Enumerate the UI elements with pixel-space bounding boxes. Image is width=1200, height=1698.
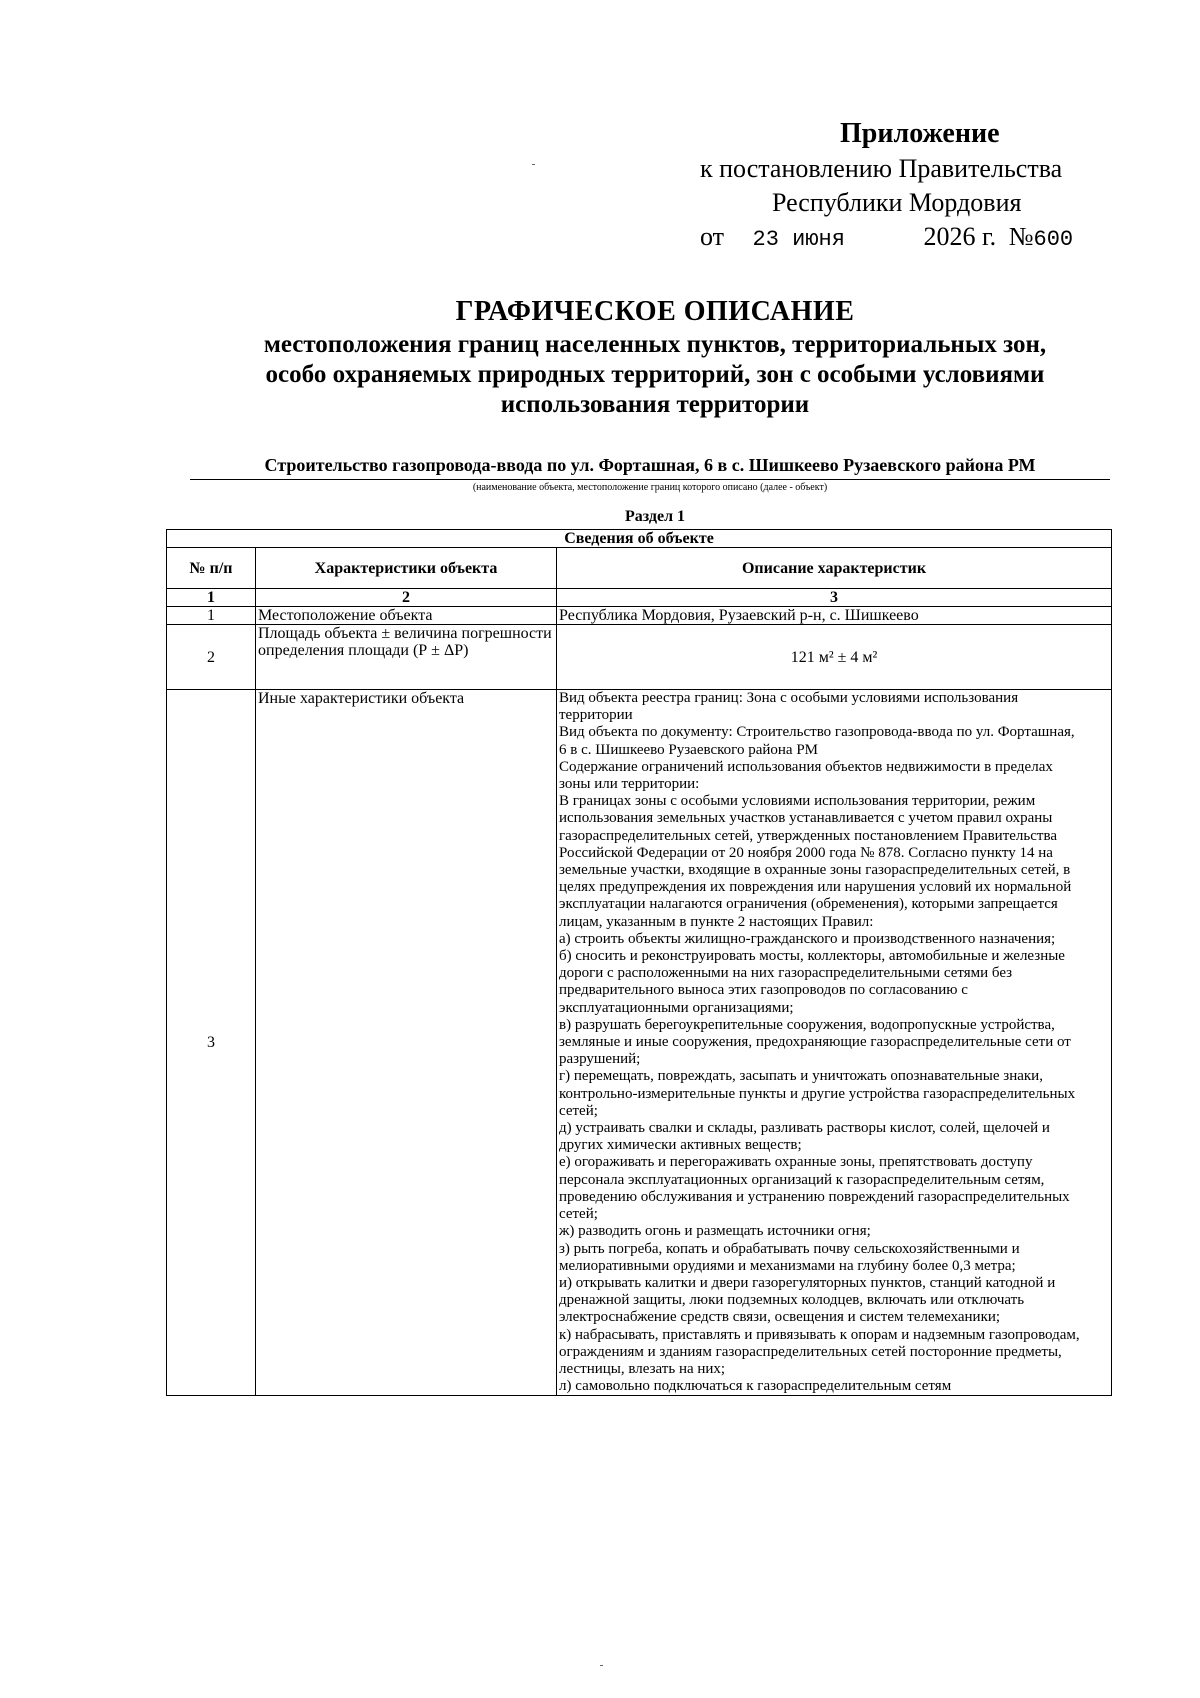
restriction-line: предварительного выноса этих газопроводов по согласованию с: [559, 982, 968, 999]
object-name: Строительство газопровода-ввода по ул. Форташная, 6 в с. Шишкеево Рузаевского района РМ: [190, 455, 1110, 480]
restriction-line: электроснабжение средств связи, освещения и систем телемеханики;: [559, 1309, 1001, 1326]
table-row: [167, 607, 1112, 625]
restriction-line: Российской Федерации от 20 ноября 2000 года № 878. Согласно пункту 14 на: [559, 844, 1053, 861]
annex-from-label: от: [700, 222, 725, 251]
table-header-row: [167, 548, 1112, 589]
annex-year: 2026 г.: [923, 222, 997, 251]
header-characteristics: Характеристики объекта: [256, 548, 557, 589]
row-name: Иные характеристики объекта: [256, 690, 557, 1396]
annex-number: 600: [1033, 227, 1074, 252]
restriction-line: а) строить объекты жилищно-гражданского и производственного назначения;: [559, 930, 1056, 947]
restriction-line: проведению обслуживания и устранению повреждений газораспределительных: [559, 1188, 1070, 1205]
restriction-line: сетей;: [559, 1102, 598, 1119]
annex-date: 23 июня: [752, 227, 845, 252]
scan-speck: [532, 164, 535, 165]
row-number: 3: [167, 690, 256, 1396]
restriction-line: дренажной защиты, люки подземных колодцев, включать или отключать: [559, 1292, 1025, 1309]
row-number: 2: [167, 625, 256, 690]
annex-number-sign: №: [1008, 222, 1034, 251]
section-title: Раздел 1: [624, 508, 686, 525]
row-value: Республика Мордовия, Рузаевский р-н, с. Шишкеево: [557, 607, 1112, 625]
title-subtitle: местоположения границ населенных пунктов, территориальных зон, особо охраняемых природных территорий, зон с особыми условиями использования территории: [263, 331, 1047, 418]
col-number-2: 2: [256, 589, 557, 607]
restriction-line: эксплуатации налагаются ограничения (обременения), которыми запрещается: [559, 896, 1058, 913]
restriction-line: зоны или территории:: [559, 776, 700, 793]
restriction-line: ограждениям и зданиям газораспределительных сетей посторонние предметы,: [559, 1343, 1062, 1360]
restriction-line: земляные и иные сооружения, предохраняющие газораспределительные сети от: [559, 1034, 1071, 1051]
restriction-line: дороги с расположенными на них газораспределительными сетями без: [559, 965, 1013, 982]
column-number-row: [167, 589, 1112, 607]
restriction-line: лицам, указанным в пункте 2 настоящих Правил:: [559, 913, 874, 930]
restriction-line: сетей;: [559, 1206, 598, 1223]
restriction-line: разрушений;: [559, 1051, 641, 1068]
restriction-line: эксплуатационными организациями;: [559, 999, 794, 1016]
restriction-line: е) огораживать и перегораживать охранные зоны, препятствовать доступу: [559, 1154, 1033, 1171]
restriction-line: персонала эксплуатационных организаций к газораспределительным сетям,: [559, 1171, 1045, 1188]
header-number: № п/п: [167, 548, 256, 589]
row-value: 121 м² ± 4 м²: [557, 625, 1112, 690]
row-value-restrictions: [557, 690, 1112, 1396]
table-row: [167, 625, 1112, 690]
restriction-line: Вид объекта реестра границ: Зона с особыми условиями использования: [559, 690, 1019, 706]
restriction-line: 6 в с. Шишкеево Рузаевского района РМ: [559, 741, 818, 758]
restriction-line: других химически активных веществ;: [559, 1137, 802, 1154]
annex-line2: Республики Мордовия: [772, 188, 1022, 217]
restriction-line: в) разрушать берегоукрепительные сооружения, водопропускные устройства,: [559, 1016, 1055, 1033]
restriction-line: Вид объекта по документу: Строительство газопровода-ввода по ул. Форташная,: [559, 724, 1075, 741]
restriction-line: использования земельных участков устанавливается с учетом правил охраны: [559, 810, 1053, 827]
table-title: Сведения об объекте: [167, 530, 1112, 548]
row-number: 1: [167, 607, 256, 625]
table-title-row: [167, 530, 1112, 548]
object-info-table: [166, 529, 1112, 1396]
restriction-line: В границах зоны с особыми условиями использования территории, режим: [559, 793, 1036, 810]
header-description: Описание характеристик: [557, 548, 1112, 589]
annex-title: Приложение: [840, 118, 1000, 149]
restriction-line: ж) разводить огонь и размещать источники огня;: [559, 1223, 871, 1240]
table-row: [167, 690, 1112, 1396]
restriction-line: б) сносить и реконструировать мосты, коллекторы, автомобильные и железные: [559, 948, 1065, 965]
document-title: [160, 296, 1150, 420]
col-number-3: 3: [557, 589, 1112, 607]
object-caption: (наименование объекта, местоположение границ которого описано (далее - объект): [472, 482, 828, 493]
annex-line1: к постановлению Правительства: [700, 154, 1063, 183]
restriction-line: газораспределительных сетей, утвержденных постановлением Правительства: [559, 827, 1057, 844]
restriction-line: Содержание ограничений использования объектов недвижимости в пределах: [559, 758, 1053, 775]
restriction-line: л) самовольно подключаться к газораспределительным сетям: [559, 1378, 952, 1395]
restriction-line: г) перемещать, повреждать, засыпать и уничтожать опознавательные знаки,: [559, 1068, 1043, 1085]
restriction-line: целях предупреждения их повреждения или нарушения условий их нормальной: [559, 879, 1072, 896]
restriction-line: и) открывать калитки и двери газорегуляторных пунктов, станций катодной и: [559, 1274, 1056, 1291]
row-name: Площадь объекта ± величина погрешности определения площади (Р ± ΔР): [256, 625, 557, 690]
restriction-line: з) рыть погреба, копать и обрабатывать почву сельскохозяйственными и: [559, 1240, 1020, 1257]
annex-date-line: [700, 222, 1073, 252]
restriction-line: территории: [559, 707, 633, 724]
restriction-line: лестницы, влезать на них;: [559, 1360, 726, 1377]
restriction-line: земельные участки, входящие в охранные зоны газораспределительных сетей, в: [559, 862, 1071, 879]
row-name: Местоположение объекта: [256, 607, 557, 625]
scan-speck: [600, 1665, 603, 1666]
restriction-line: к) набрасывать, приставлять и привязывать к опорам и надземным газопроводам,: [559, 1326, 1080, 1343]
restriction-line: контрольно-измерительные пункты и другие устройства газораспределительных: [559, 1085, 1076, 1102]
col-number-1: 1: [167, 589, 256, 607]
title-main: ГРАФИЧЕСКОЕ ОПИСАНИЕ: [455, 296, 855, 327]
restriction-line: мелиоративными орудиями и механизмами на глубину более 0,3 метра;: [559, 1257, 1016, 1274]
restriction-line: д) устраивать свалки и склады, разливать растворы кислот, солей, щелочей и: [559, 1120, 1050, 1137]
